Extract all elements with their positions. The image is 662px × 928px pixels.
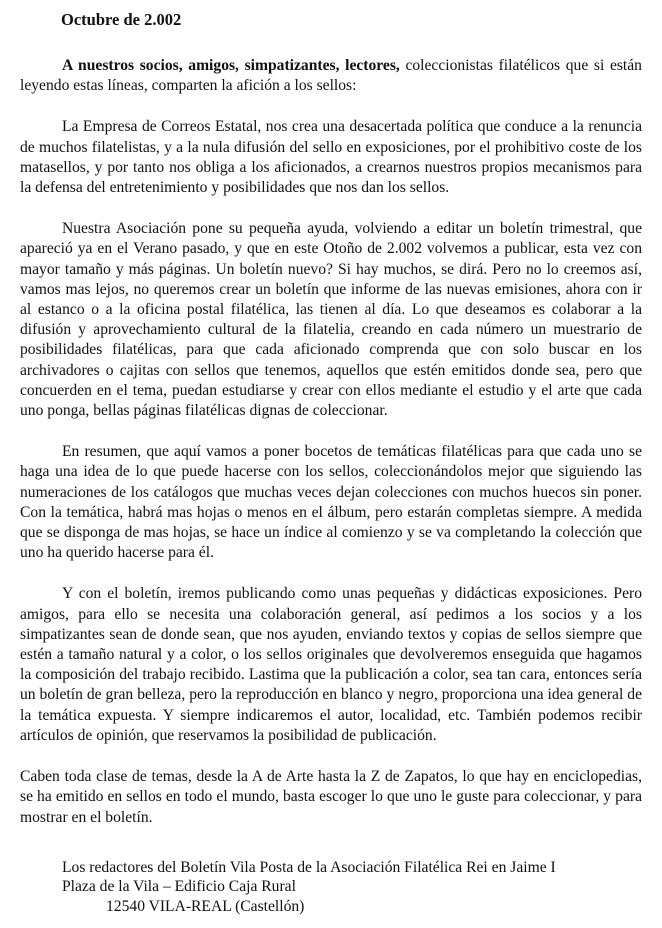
paragraph-asociacion: Nuestra Asociación pone su pequeña ayuda, volviendo a editar un boletín trimestral, que apareció ya en el Verano pasado, y que en este Otoño de 2.002 volvemos a publicar, esta vez con mayor tamaño y más páginas. Un boletín nuevo? Si hay muchos, se dirá. Pero no lo creemos así, vamos mas lejos, no queremos crear un boletín que informe de las nuevas emisiones, ahora con ir al estanco o a la oficina postal filatélica, las tienen al día. Lo que deseamos es colaborar a la difusión y aprovechamiento cultural de la filatelia, creando en cada número un muestrario de posibilidades filatélicas, para que cada aficionado comprenda que con solo buscar en los archivadores o cajitas con sellos que tenemos, aquellos que estén emitidos donde sea, pero que concuerden en el tema, puedan estudiarse y crear con ellos mediante el estudio y el arte que cada uno ponga, bellas páginas filatélicas dignas de coleccionar.	[20, 220, 642, 420]
signature-editors: Los redactores del Boletín Vila Posta de la Asociación Filatélica Rei en Jaime I	[62, 858, 556, 876]
signature-city: 12540 VILA-REAL (Castellón)	[106, 897, 305, 915]
greeting-text: coleccionistas filatélicos que si están leyendo estas líneas, comparten la afición a los sellos:	[20, 57, 642, 95]
greeting-paragraph	[20, 56, 642, 96]
paragraph-correos: La Empresa de Correos Estatal, nos crea una desacertada política que conduce a la renuncia de muchos filatelistas, y a la nula difusión del sello en exposiciones, por el prohibitivo coste de los matasellos, y por tanto nos obliga a los aficionados, a crearnos nuestros propios mecanismos para la defensa del entretenimiento y posibilidades que nos dan los sellos.	[20, 118, 642, 197]
signature-street: Plaza de la Vila – Edificio Caja Rural	[62, 878, 296, 896]
paragraph-boletin: Y con el boletín, iremos publicando como unas pequeñas y didácticas exposiciones. Pero amigos, para ello se necesita una colaboración general, así pedimos a los socios y a los simpatizantes sean de donde sean, que nos ayuden, enviando textos y copias de sellos siempre que estén a tamaño natural y a color, o los sellos originales que devolveremos enseguida que hagamos la composición del trabajo recibido. Lastima que la publicación a color, sea tan cara, entonces sería un boletín de gran belleza, pero la reproducción en blanco y negro, proporciona una idea general de la temática expuesta. Y siempre indicaremos el autor, localidad, etc. También podemos recibir artículos de opinión, que reservamos la posibilidad de publicación.	[20, 585, 642, 744]
greeting-recipients: A nuestros socios, amigos, simpatizantes, lectores,	[62, 57, 400, 74]
letter-date: Octubre de 2.002	[61, 10, 182, 29]
paragraph-temas: Caben toda clase de temas, desde la A de Arte hasta la Z de Zapatos, lo que hay en enciclopedias, se ha emitido en sellos en todo el mundo, basta escoger lo que uno le guste para coleccionar, y para mostrar en el boletín.	[20, 768, 642, 826]
paragraph-resumen: En resumen, que aquí vamos a poner bocetos de temáticas filatélicas para que cada uno se haga una idea de lo que puede hacerse con los sellos, coleccionándolos mejor que siguiendo las numeraciones de los catálogos que muchas veces dejan colecciones con muchos huecos sin poner. Con la temática, habrá mas hojas o menos en el álbum, pero estarán completas siempre. A medida que se disponga de mas hojas, se hace un índice al comienzo y se va completando la colección que uno ha querido hacerse para él.	[20, 443, 642, 562]
signature-block	[62, 858, 642, 917]
